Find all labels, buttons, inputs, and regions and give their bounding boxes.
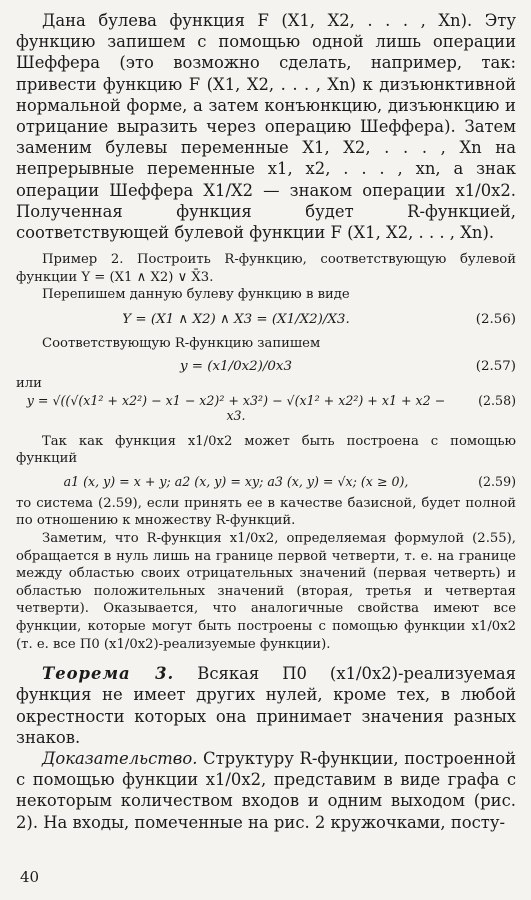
equation-2-56-formula: Y = (X1 ∧ X2) ∧ X3 = (X1/X2)/X3. xyxy=(122,312,350,328)
equation-2-59-formula: a1 (x, y) = x + y; a2 (x, y) = xy; a3 (x, y) = √x; (x ≥ 0), xyxy=(63,473,409,489)
paragraph-note: Заметим, что R-функция x1/0x2, определяемая формулой (2.55), обращается в нуль лишь на границе первой четверти, т. е. на границе между областью своих отрицательных значений (первая четверть) и областью положительных значений (вторая, третья и четвертая четверти). Оказывается, что аналогичные свойства имеют все функции, которые могут быть построены с помощью функции x1/0x2 (т. е. все П0 (x1/0x2)-реализуемые функции). xyxy=(16,530,516,652)
equation-2-56 xyxy=(16,312,516,327)
equation-2-58-formula: y = √((√(x1² + x2²) − x1 − x2)² + x3²) − √(x1² + x2²) + x1 + x2 − x3. xyxy=(26,392,446,423)
proof xyxy=(16,748,516,833)
equation-2-58-number: (2.58) xyxy=(478,392,516,408)
paragraph-system: то система (2.59), если принять ее в качестве базисной, будет полной по отношению к множеству R-функций. xyxy=(16,495,516,529)
equation-2-59 xyxy=(16,474,516,489)
paragraph-rfunction: Соответствующую R-функцию запишем xyxy=(42,336,321,352)
proof-body: Структуру R-функции, построенной с помощью функции x1/0x2, представим в виде графа с некоторым количеством входов и одним выходом (рис. 2). На входы, помеченные на рис. 2 кружочками, посту- xyxy=(16,748,516,832)
equation-2-56-number: (2.56) xyxy=(475,312,516,328)
page-number: 40 xyxy=(20,868,40,886)
equation-2-57-formula: y = (x1/0x2)/0x3 xyxy=(179,358,293,374)
page-content xyxy=(16,10,516,833)
example-2: Пример 2. Построить R-функцию, соответствующую булевой функции Y = (X1 ∧ X2) ∨ X̄3. xyxy=(16,252,516,285)
equation-2-57-number: (2.57) xyxy=(475,358,516,374)
paragraph-1: Дана булева функция F (X1, X2, . . . , Xn). Эту функцию запишем с помощью одной лишь операции Шеффера (это возможно сделать, например, так: привести функцию F (X1, X2, . . . , Xn) к дизъюнктивной нормальной форме, а затем конъюнкцию, дизъюнкцию и отрицание выразить через операцию Шеффера). Затем заменим булевы переменные X1, X2, . . . , Xn на непрерывные переменные x1, x2, . . . , xn, а знак операции Шеффера X1/X2 — знаком операции x1/0x2. Полученная функция будет R-функцией, соответствующей булевой функции F (X1, X2, . . . , Xn). xyxy=(16,11,516,243)
paragraph-rewrite: Перепишем данную булеву функцию в виде xyxy=(42,287,350,303)
theorem-body: Всякая П0 (x1/0x2)-реализуемая функция не имеет других нулей, кроме тех, в любой окрестности которых она принимает значения разных знаков. xyxy=(16,664,516,747)
equation-2-57 xyxy=(16,359,516,374)
paragraph-since: Так как функция x1/0x2 может быть построена с помощью функций xyxy=(16,433,516,467)
theorem-title: Теорема 3. xyxy=(42,664,175,684)
equation-2-58 xyxy=(16,393,516,423)
equation-2-59-number: (2.59) xyxy=(478,473,516,489)
theorem-3 xyxy=(16,663,516,748)
or-label: или xyxy=(16,375,42,391)
proof-title: Доказательство. xyxy=(42,748,198,768)
